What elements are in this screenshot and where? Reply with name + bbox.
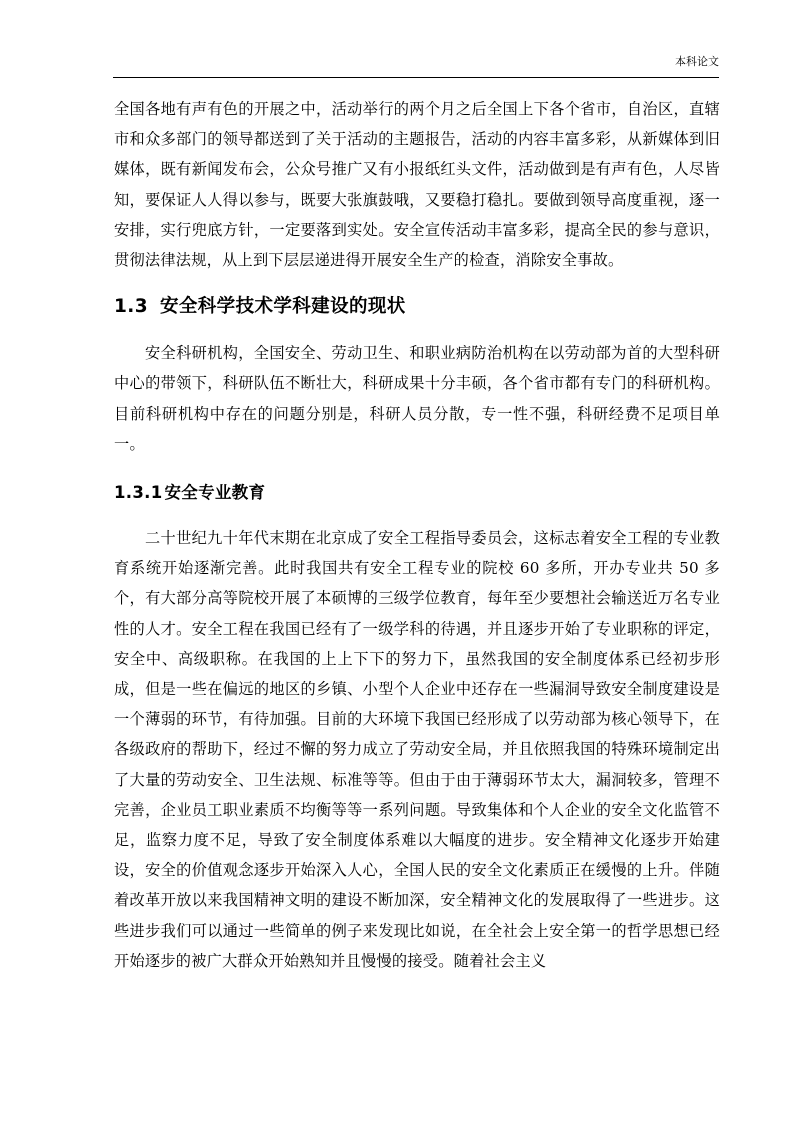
section-number: 1.3 — [114, 296, 148, 318]
paragraph-continued: 全国各地有声有色的开展之中，活动举行的两个月之后全国上下各个省市，自治区，直辖市和众多部门的领导都送到了关于活动的主题报告，活动的内容丰富多彩，从新媒体到旧媒体，既有新闻发布会，公众号推广又有小报纸红头文件，活动做到是有声有色，人尽皆知，要保证人人得以参与，既要大张旗鼓哦，又要稳打稳扎。要做到领导高度重视，逐一安排，实行兜底方针，一定要落到实处。安全宣传活动丰富多彩，提高全民的参与意识，贯彻法律法规，从上到下层层递进得开展安全生产的检查，消除安全事故。 — [114, 100, 720, 270]
section-heading-1-3-1 — [114, 480, 720, 506]
subsection-title: 安全专业教育 — [164, 483, 266, 503]
paragraph-research-institutions: 安全科研机构，全国安全、劳动卫生、和职业病防治机构在以劳动部为首的大型科研中心的带领下，科研队伍不断壮大，科研成果十分丰硕，各个省市都有专门的科研机构。目前科研机构中存在的问题分别是，科研人员分散，专一性不强，科研经费不足项目单一。 — [114, 344, 720, 453]
subsection-number: 1.3.1 — [114, 483, 163, 503]
section-heading-1-3 — [114, 293, 720, 321]
page-body — [114, 94, 720, 976]
paragraph-safety-education: 二十世纪九十年代末期在北京成了安全工程指导委员会，这标志着安全工程的专业教育系统开始逐渐完善。此时我国共有安全工程专业的院校 60 多所，开办专业共 50 多个，有大部分高等院校开展了本硕博的三级学位教育，每年至少要想社会输送近万名专业性的人才。安全工程在我国已经有了一级学科的待遇，并且逐步开始了专业职称的评定，安全中、高级职称。在我国的上上下下的努力下，虽然我国的安全制度体系已经初步形成，但是一些在偏远的地区的乡镇、小型个人企业中还存在一些漏洞导致安全制度建设是一个薄弱的环节，有待加强。目前的大环境下我国已经形成了以劳动部为核心领导下，在各级政府的帮助下，经过不懈的努力成立了劳动安全局，并且依照我国的特殊环境制定出了大量的劳动安全、卫生法规、标准等等。但由于由于薄弱环节太大，漏洞较多，管理不完善，企业员工职业素质不均衡等等一系列问题。导致集体和个人企业的安全文化监管不足，监察力度不足，导致了安全制度体系难以大幅度的进步。安全精神文化逐步开始建设，安全的价值观念逐步开始深入人心，全国人民的安全文化素质正在缓慢的上升。伴随着改革开放以来我国精神文明的建设不断加深，安全精神文化的发展取得了一些进步。这些进步我们可以通过一些简单的例子来发现比如说，在全社会上安全第一的哲学思想已经开始逐步的被广大群众开始熟知并且慢慢的接受。随着社会主义 — [114, 529, 720, 970]
running-header: 本科论文 — [675, 55, 719, 68]
section-title: 安全科学技术学科建设的现状 — [159, 296, 406, 318]
header-divider — [113, 77, 719, 78]
